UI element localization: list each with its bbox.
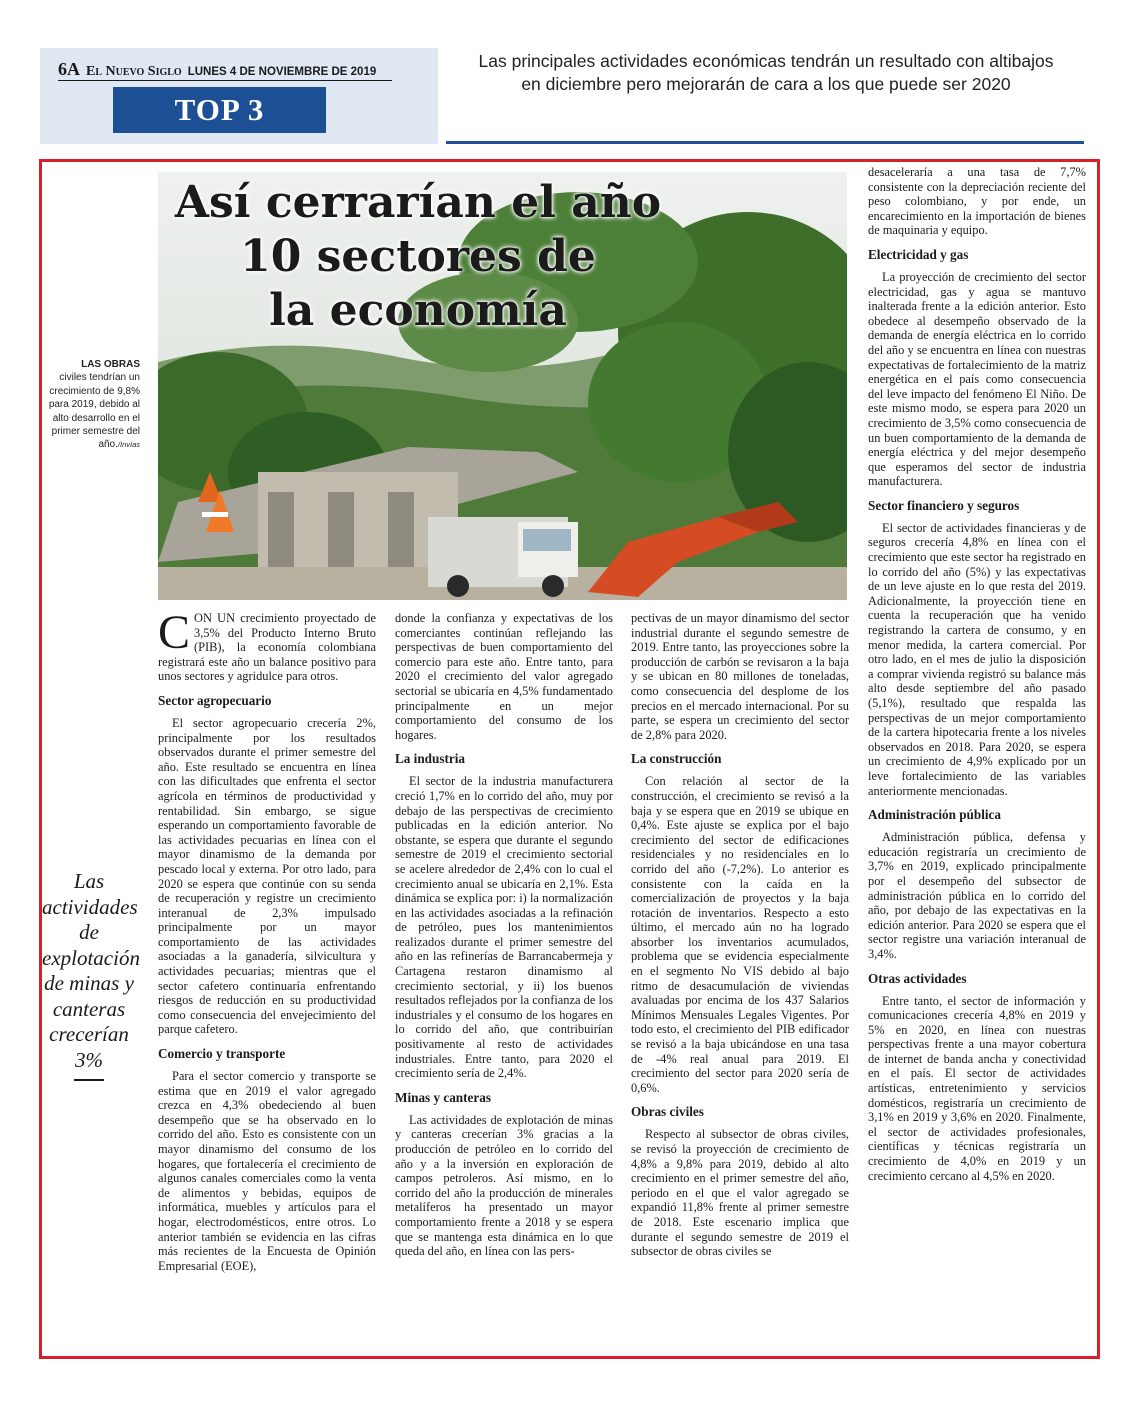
paragraph-obras-cont: desaceleraría a una tasa de 7,7% consistente con la depreciación reciente del peso colombiano, y por ende, un encarecimiento en la importación de bienes de maquinaria y equipo. bbox=[868, 165, 1086, 238]
caption-lead: LAS OBRAS bbox=[81, 359, 140, 370]
intro-text: crecimiento proyectado de 3,5% del Producto Interno Bruto (PIB), la economía colombiana registrará este año un balance positivo para unos sectores y agridulce para otros. bbox=[158, 611, 376, 684]
paragraph-comercio: Para el sector comercio y transporte se estima que en 2019 el valor agregado crezca en 4,3% obedeciendo al buen desempeño que se ha observado en lo corrido del año. Esto es consistente con un mayor dinamismo del consumo de los hogares, que fortalecería el crecimiento de algunos canales comerciales como la venta de alimentos y bebidas, equipos de informática, muebles y artículos para el hogar, electrodomésticos, entre otros. Lo anterior también se evidencia en las cifras más recientes de la Encuesta de Opinión Empresarial (EOE), bbox=[158, 1069, 376, 1273]
caption-body: civiles tendrían un crecimiento de 9,8% para 2019, debido al alto desarrollo en el primer semestre del año. bbox=[48, 372, 140, 451]
subhead-financiero: Sector financiero y seguros bbox=[868, 497, 1020, 513]
article-column-2 bbox=[395, 611, 613, 1351]
photo-caption bbox=[44, 358, 140, 452]
subhead-obras-civiles: Obras civiles bbox=[631, 1104, 704, 1120]
paragraph-electricidad: La proyección de crecimiento del sector electricidad, gas y agua se mantuvo inalterada frente a la edición anterior. Esto obedece al desempeño observado de la demanda de energía eléctrica en lo corrido del año y se encuentra en línea con nuestras expectativas de fortalecimiento de la matriz energética en el país como consecuencia del leve impacto del fenómeno El Niño. De este mismo modo, se espera para 2020 un crecimiento de 3,5% como consecuencia de un buen comportamiento de la demanda de energía eléctrica y del mejor desempeño que esperamos del sector de industria manufacturera. bbox=[868, 269, 1086, 489]
section-badge: TOP 3 bbox=[113, 87, 326, 133]
paragraph-minas-cont: pectivas de un mayor dinamismo del sector industrial durante el segundo semestre de 2019. Entre tanto, las proyecciones sobre la producción de carbón se revisaron a la baja y se ubican en 80 millones de toneladas, como consecuencia del desplome de los precios en el mercado internacional. Por su parte, se espera un crecimiento del sector de 2,8% para 2020. bbox=[631, 611, 849, 742]
masthead-folio bbox=[58, 59, 392, 81]
paragraph-agropecuario: El sector agropecuario crecería 2%, principalmente por los resultados observados durante el primer semestre del año. Este resultado se encuentra en línea con las dificultades que enfrenta el sector agrícola en términos de productividad y rentabilidad. Sin embargo, se sigue esperando un comportamiento favorable de las actividades pecuarias en línea con el mayor dinamismo de la demanda por pescado local y externa. Por otro lado, para 2020 se espera que continúe con su senda de recuperación y registre un crecimiento interanual de 2,3% impulsado principalmente por un mayor comportamiento de las actividades asociadas a la ganadería, silvicultura y actividades pecuarias; mientras que el sector cafetero continuaría enfrentando riesgos de reducción en su productividad como consecuencia del envejecimiento del parque cafetero. bbox=[158, 715, 376, 1037]
subhead-agropecuario: Sector agropecuario bbox=[158, 692, 272, 708]
subhead-otras-actividades: Otras actividades bbox=[868, 970, 967, 986]
intro-paragraph bbox=[158, 611, 376, 684]
publication-name: El Nuevo Siglo bbox=[86, 64, 182, 79]
paragraph-comercio-cont: donde la confianza y expectativas de los comerciantes continúan reflejando las perspectivas de buen comportamiento del comercio para este año. Entre tanto, para 2020 el crecimiento del valor agregado sectorial se ubicaría en 4,5% fundamentado principalmente en un mejor comportamiento del consumo de los hogares. bbox=[395, 611, 613, 742]
intro-lead-words: ON UN bbox=[194, 611, 236, 625]
kicker-rule bbox=[446, 141, 1084, 144]
pull-quote bbox=[42, 869, 140, 1081]
subhead-industria: La industria bbox=[395, 751, 465, 767]
article-kicker: Las principales actividades económicas tendrán un resultado con altibajos en diciembre pero mejorarán de cara a los que puede ser 2020 bbox=[478, 51, 1054, 94]
pull-quote-rule bbox=[74, 1079, 104, 1081]
subhead-construccion: La construcción bbox=[631, 751, 722, 767]
headline-line-2: 10 sectores de bbox=[240, 231, 596, 282]
headline-line-3: la economía bbox=[269, 285, 567, 336]
paragraph-minas: Las actividades de explotación de minas y canteras crecerían 3% gracias a la producción de petróleo en lo corrido del año y a la inversión en exploración de campos petroleros. Así mismo, en lo corrido del año la producción de minerales metalíferos ha presentado un mayor comportamiento frente a 2018 y se espera que se mantenga esta dinámica en lo que queda del año, en línea con las pers- bbox=[395, 1112, 613, 1259]
subhead-electricidad: Electricidad y gas bbox=[868, 246, 969, 262]
paragraph-financiero: El sector de actividades financieras y de seguros crecería 4,8% en línea con el crecimiento que este sector ha registrado en lo corrido del año (5%) y las expectativas de un leve ajuste en lo que resta del 2019. Adicionalmente, la proyección tiene en cuenta la recuperación que ha venido registrando la cartera de consumo, y en menor medida, la cartera comercial. Por otro lado, en el mes de julio la disposición a comprar vivienda registró su balance más alto desde septiembre del año pasado (5,1%), resultado que respalda las perspectivas de un mejor comportamiento de la cartera hipotecaria frente a los niveles observados en 2018. Para 2020, se espera un crecimiento de 4,9% explicado por un leve fortalecimiento de las variables anteriormente mencionadas. bbox=[868, 520, 1086, 798]
page-number: 6A bbox=[58, 59, 80, 79]
paragraph-obras-civiles: Respecto al subsector de obras civiles, se revisó la proyección de crecimiento de 4,8% a 9,8% para 2019, debido al alto crecimiento en el primer semestre del año, periodo en el que el valor agregado se expandió 11,8% frente al primer semestre de 2018. Este escenario implica que durante el segundo semestre de 2019 el subsector de obras civiles se bbox=[631, 1127, 849, 1259]
article-column-4 bbox=[868, 165, 1086, 1351]
article-column-1 bbox=[158, 611, 376, 1351]
paragraph-otras-actividades: Entre tanto, el sector de información y comunicaciones crecería 4,8% en 2019 y 5% en 2020, en línea con nuestras perspectivas frente a una mayor cobertura de internet de banda ancha y conectividad en el país. El sector de actividades artísticas, entretenimiento y servicios domésticos, registraría un crecimiento de 3,1% en 2019 y 3,6% en 2020. Finalmente, el sector de actividades profesionales, científicas y técnicas registraría un crecimiento de 4,0% en 2019 y un crecimiento cercano al 4,5% en 2020. bbox=[868, 993, 1086, 1183]
issue-date: LUNES 4 DE NOVIEMBRE DE 2019 bbox=[187, 66, 377, 78]
drop-cap: C bbox=[158, 611, 191, 659]
subhead-comercio: Comercio y transporte bbox=[158, 1046, 286, 1062]
paragraph-administracion: Administración pública, defensa y educación registraría un crecimiento de 3,7% en 2019, explicado principalmente por el desempeño del subsector de administración pública en lo corrido del año, por debajo de las expectativas en la edición anterior. Para 2020 se espera que el sector registre una variación interanual de 3,4%. bbox=[868, 830, 1086, 961]
headline bbox=[158, 176, 678, 338]
subhead-administracion: Administración pública bbox=[868, 807, 1001, 823]
pull-quote-text: Las actividades de explotación de minas y canteras crecerían 3% bbox=[42, 869, 140, 1072]
photo-credit: /Invías bbox=[117, 440, 140, 450]
headline-line-1: Así cerrarían el año bbox=[174, 177, 662, 228]
paragraph-industria: El sector de la industria manufacturera creció 1,7% en lo corrido del año, muy por debajo de las perspectivas de crecimiento publicadas en la edición anterior. No obstante, se espera que durante el segundo semestre de 2019 el crecimiento sectorial se acelere alrededor de 2,4% con lo cual el crecimiento anual se ubicaría en 2,1%. Esta dinámica se explica por: i) la normalización en las actividades asociadas a la refinación de petróleo, pues los mantenimientos realizados durante el primer semestre del año en las refinerías de Barrancabermeja y Cartagena restaron dinamismo al crecimiento sectorial, y ii) los buenos resultados reflejados por la confianza de los industriales y el consumo de los hogares en lo corrido del año, que contribuirían positivamente al resto de actividades industriales. Entre tanto, para 2020 el crecimiento sería de 2,4%. bbox=[395, 774, 613, 1081]
article-column-3 bbox=[631, 611, 849, 1351]
subhead-minas: Minas y canteras bbox=[395, 1089, 491, 1105]
paragraph-construccion: Con relación al sector de la construcción, el crecimiento se revisó a la baja y se espera que en 2019 se ubique en 0,4%. Este ajuste se explica por el bajo crecimiento del sector de edificaciones residenciales y no residenciales en lo corrido del año (-7,2%). Lo anterior es consistente con la caída en la comercialización de proyectos y la baja rotación de inventarios. Respecto a esto último, el mercado aún no ha logrado absorber los inventarios acumulados, problema que se evidencia especialmente en el segmento No VIS debido al bajo ritmo de desacumulación de viviendas avaluadas por encima de los 437 Salarios Mínimos Mensuales Legales Vigentes. Por todo esto, el crecimiento del PIB edificador se revisó a la baja ubicándose en una tasa de -4% real anual para 2019. El crecimiento del sector para 2020 sería de 0,6%. bbox=[631, 774, 849, 1095]
